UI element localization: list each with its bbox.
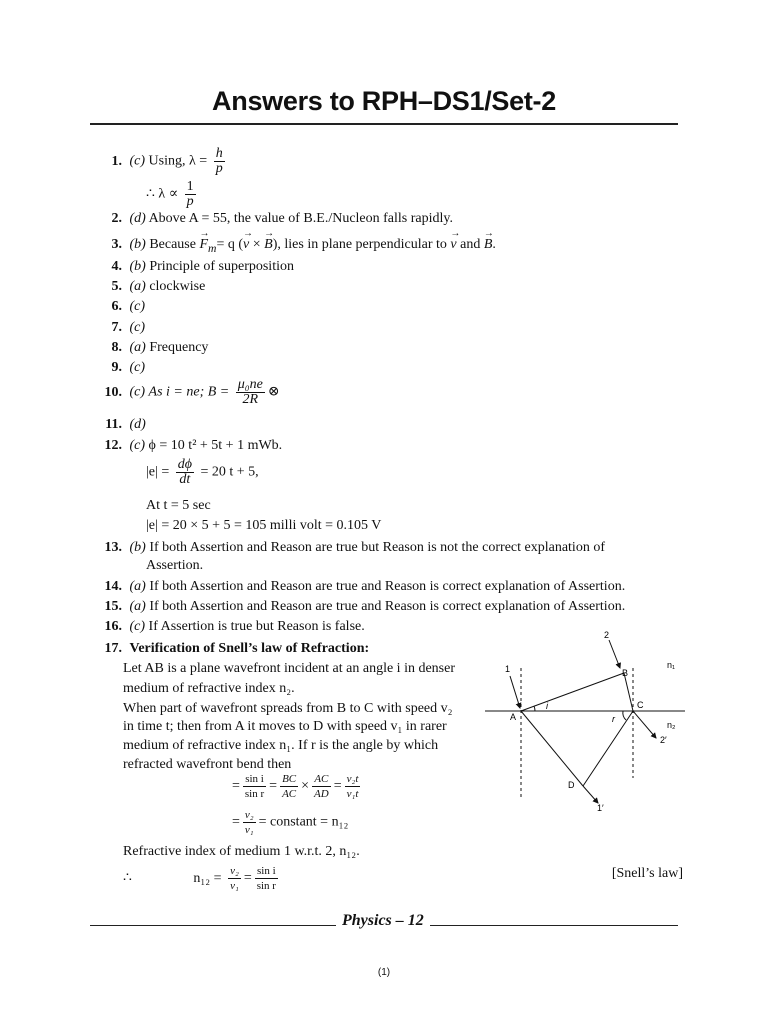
answer-13: 13. (b) If both Assertion and Reason are true but Reason is not the correct explanation of bbox=[104, 540, 605, 555]
answer-5: 5. (a) clockwise bbox=[111, 279, 206, 294]
answer-2: 2. (d) Above A = 55, the value of B.E./Nucleon falls rapidly. bbox=[111, 211, 453, 226]
label-n1: n₁ bbox=[667, 660, 676, 670]
snell-para-line6: refracted wavefront bend then bbox=[123, 757, 292, 772]
answer-8: 8. (a) Frequency bbox=[111, 340, 209, 355]
footer-line-left bbox=[90, 925, 336, 926]
answer-7: 7. (c) bbox=[111, 320, 146, 335]
answer-15: 15. (a) If both Assertion and Reason are true and Reason is correct explanation of Assertion. bbox=[104, 599, 626, 614]
answer-1-line2: ∴ λ ∝ $\frac{1}{p}$ bbox=[146, 179, 194, 209]
answer-14: 14. (a) If both Assertion and Reason are true and Reason is correct explanation of Assertion. bbox=[104, 579, 626, 594]
label-D: D bbox=[568, 780, 575, 790]
wavefront-dc bbox=[583, 711, 633, 786]
snell-equation-1: = $\frac{\text{sin i}}{\text{sin r}}$ = $\frac{BC}{AC}$ × $\frac{AC}{AD}$ = $\frac{\text{v₂t}}{\text{v₁t}}$ bbox=[232, 773, 359, 800]
snell-para-line1: Let AB is a plane wavefront incident at an angle i in denser bbox=[123, 661, 456, 676]
snell-para-line5: medium of refractive index n₁. If r is the angle by which bbox=[123, 738, 439, 753]
snell-para-line3: When part of wavefront spreads from B to C with speed v₂ bbox=[123, 701, 453, 716]
page-title: Answers to RPH–DS1/Set-2 bbox=[212, 86, 556, 116]
ray-2 bbox=[609, 640, 620, 668]
answer-12-line4: |e| = 20 × 5 + 5 = 105 milli volt = 0.105 V bbox=[146, 518, 382, 533]
label-r: r bbox=[612, 714, 615, 724]
footer-text: Physics – 12 bbox=[342, 912, 424, 929]
answer-17: 17. Verification of Snell’s law of Refraction: bbox=[104, 641, 370, 656]
answer-11: 11. (d) bbox=[105, 417, 146, 432]
segment-ad bbox=[521, 711, 583, 786]
answer-12-line3: At t = 5 sec bbox=[146, 498, 211, 513]
refraction-diagram bbox=[480, 628, 690, 818]
wavefront-ab bbox=[521, 673, 624, 711]
footer-line-right bbox=[430, 925, 678, 926]
answer-12-line2: |e| = $\frac{d\phi}{dt}$ = 20 t + 5, bbox=[146, 457, 259, 487]
angle-i-arc bbox=[534, 706, 535, 711]
label-n2: n₂ bbox=[667, 720, 676, 730]
snell-para-line2: medium of refractive index n₂. bbox=[123, 681, 295, 696]
refractive-index-line: Refractive index of medium 1 w.r.t. 2, n₁₂. bbox=[123, 844, 360, 859]
page-number: (1) bbox=[377, 967, 391, 978]
snell-para-line4: in time t; then from A it moves to D with speed v₁ in rarer bbox=[123, 719, 447, 734]
snell-final-equation: ∴ n₁₂ = $\frac{\text{v₂}}{\text{v₁}}$ = $\frac{\text{sin i}}{\text{sin r}}$ [Snell’s law] bbox=[123, 865, 683, 892]
angle-r-arc bbox=[623, 711, 626, 720]
answer-3: 3. (b) Because → $F_m= q$ (→ v × → B), lies in plane perpendicular to → v and → B. bbox=[100, 236, 496, 258]
answer-12: 12. (c) ϕ = 10 t² + 5t + 1 mWb. bbox=[104, 438, 283, 453]
segment-bc bbox=[624, 673, 633, 711]
label-B: B bbox=[622, 668, 629, 678]
label-ray-2-prime: 2′ bbox=[660, 735, 667, 745]
answer-1: 1. (c) Using, λ = $\frac{h}{p}$ bbox=[111, 146, 223, 176]
label-C: C bbox=[637, 700, 644, 710]
ray-2-prime bbox=[633, 711, 656, 738]
label-ray-2: 2 bbox=[604, 630, 610, 640]
ray-1-prime bbox=[583, 786, 598, 803]
label-ray-1: 1 bbox=[505, 664, 511, 674]
answer-6: 6. (c) bbox=[111, 299, 146, 314]
answer-13-cont: Assertion. bbox=[146, 558, 204, 573]
snell-equation-2: = $\frac{\text{v₂}}{\text{v₁}}$ = constant = n₁₂ bbox=[232, 809, 349, 836]
title-rule bbox=[90, 123, 678, 125]
answer-10: 10. (c) As i = ne; B = $\frac{\text{μ₀ne}}{2R}$ ⊗ bbox=[104, 377, 280, 407]
label-i: i bbox=[546, 701, 548, 711]
ray-1 bbox=[510, 676, 520, 708]
answer-16: 16. (c) If Assertion is true but Reason is false. bbox=[104, 619, 365, 634]
answer-4: 4. (b) Principle of superposition bbox=[111, 259, 294, 274]
label-ray-1-prime: 1′ bbox=[597, 803, 604, 813]
answer-9: 9. (c) bbox=[111, 360, 146, 375]
label-A: A bbox=[510, 712, 517, 722]
